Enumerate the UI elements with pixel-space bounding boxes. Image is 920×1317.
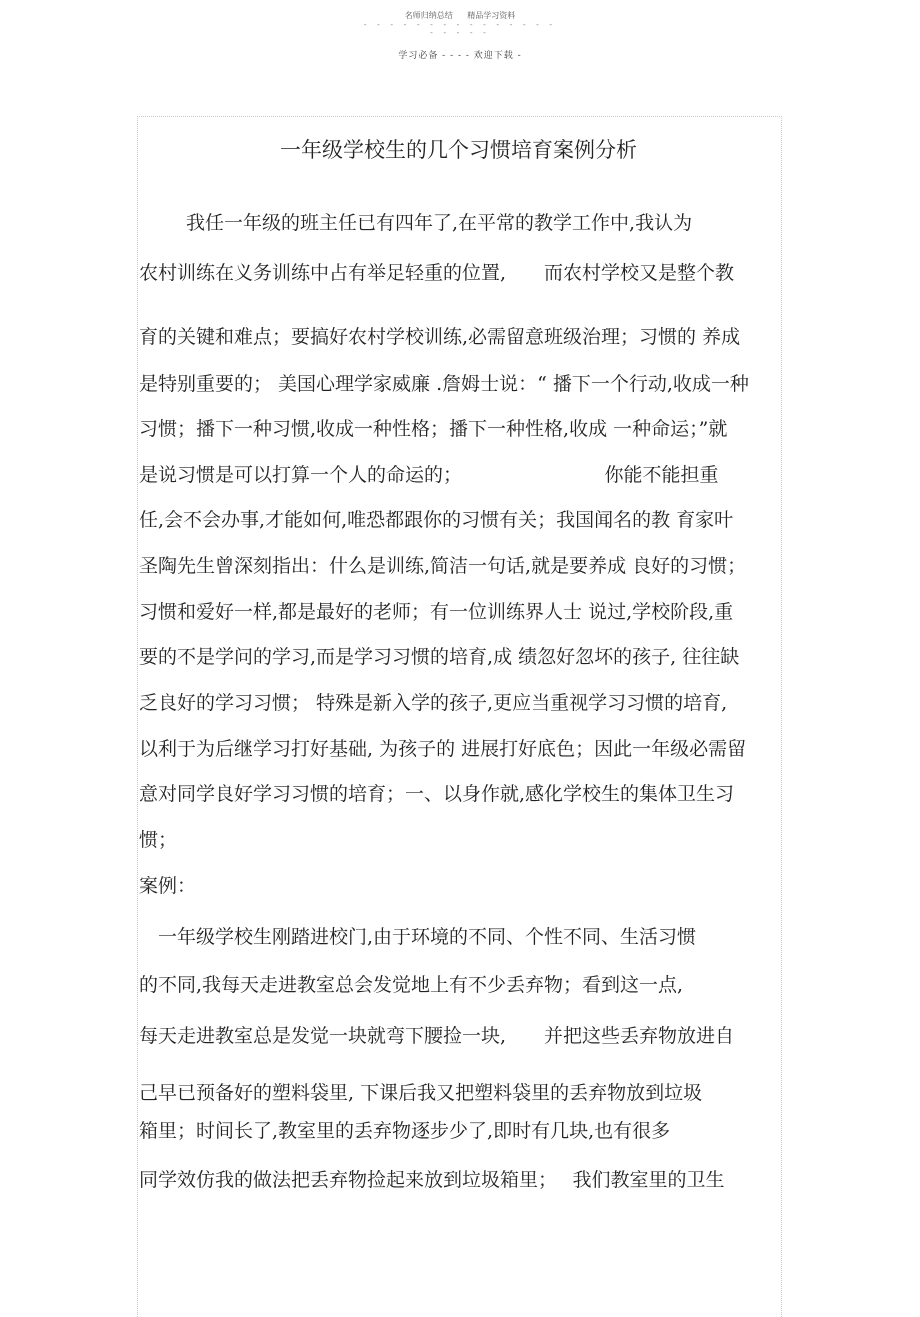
body-line: 要的不是学问的学习,而是学习习惯的培育,成 绩忽好忽坏的孩子, 往往缺 <box>139 646 740 668</box>
body-line: 同学效仿我的做法把丢弃物捡起来放到垃圾箱里； 我们教室里的卫生 <box>139 1169 725 1191</box>
body-line: 意对同学良好学习习惯的培育；一、以身作就,感化学校生的集体卫生习 <box>139 783 735 805</box>
header-left-label: 名师归纳总结 <box>404 11 453 20</box>
body-line: 是说习惯是可以打算一个人的命运的； 你能不能担重 <box>139 464 719 486</box>
header-right-label: 精品学习资料 <box>467 11 516 20</box>
header-dash-line-short: - - - - - <box>430 28 490 37</box>
body-line: 圣陶先生曾深刻指出：什么是训练,简洁一句话,就是要养成 良好的习惯； <box>139 555 747 577</box>
document-title: 一年级学校生的几个习惯培育案例分析 <box>280 138 637 162</box>
body-line: 以利于为后继学习打好基础, 为孩子的 进展打好底色；因此一年级必需留 <box>139 738 747 760</box>
body-line: 我任一年级的班主任已有四年了,在平常的教学工作中,我认为 <box>186 212 693 234</box>
body-line: 惯； <box>139 829 178 851</box>
body-line: 习惯和爱好一样,都是最好的老师；有一位训练界人士 说过,学校阶段,重 <box>139 601 734 623</box>
body-line: 箱里；时间长了,教室里的丢弃物逐步少了,即时有几块,也有很多 <box>139 1120 671 1142</box>
body-line: 任,会不会办事,才能如何,唯恐都跟你的习惯有关；我国闻名的教 育家叶 <box>139 509 734 531</box>
body-line: 习惯；播下一种习惯,收成一种性格；播下一种性格,收成 一种命运；”就 <box>139 418 728 440</box>
body-line: 乏良好的学习习惯； 特殊是新入学的孩子,更应当重视学习习惯的培育, <box>139 692 728 714</box>
body-line: 的不同,我每天走进教室总会发觉地上有不少丢弃物；看到这一点, <box>139 974 684 996</box>
body-line: 一年级学校生刚踏进校门,由于环境的不同、个性不同、生活习惯 <box>158 926 697 948</box>
body-line: 育的关键和难点；要搞好农村学校训练,必需留意班级治理；习惯的 养成 <box>139 326 741 348</box>
header-dash-line: - - - - - - - - - - - - - - - <box>363 20 557 29</box>
case-label: 案例： <box>139 875 197 897</box>
body-line: 己早已预备好的塑料袋里, 下课后我又把塑料袋里的丢弃物放到垃圾 <box>139 1082 703 1104</box>
body-line: 是特别重要的； 美国心理学家威廉 .詹姆士说：“ 播下一个行动,收成一种 <box>139 373 749 395</box>
body-line: 每天走进教室总是发觉一块就弯下腰捡一块, 并把这些丢弃物放进自 <box>139 1025 735 1047</box>
header-subtitle: 学习必备 - - - - 欢迎下载 - <box>398 51 522 61</box>
body-line: 农村训练在义务训练中占有举足轻重的位置, 而农村学校又是整个教 <box>139 262 735 284</box>
